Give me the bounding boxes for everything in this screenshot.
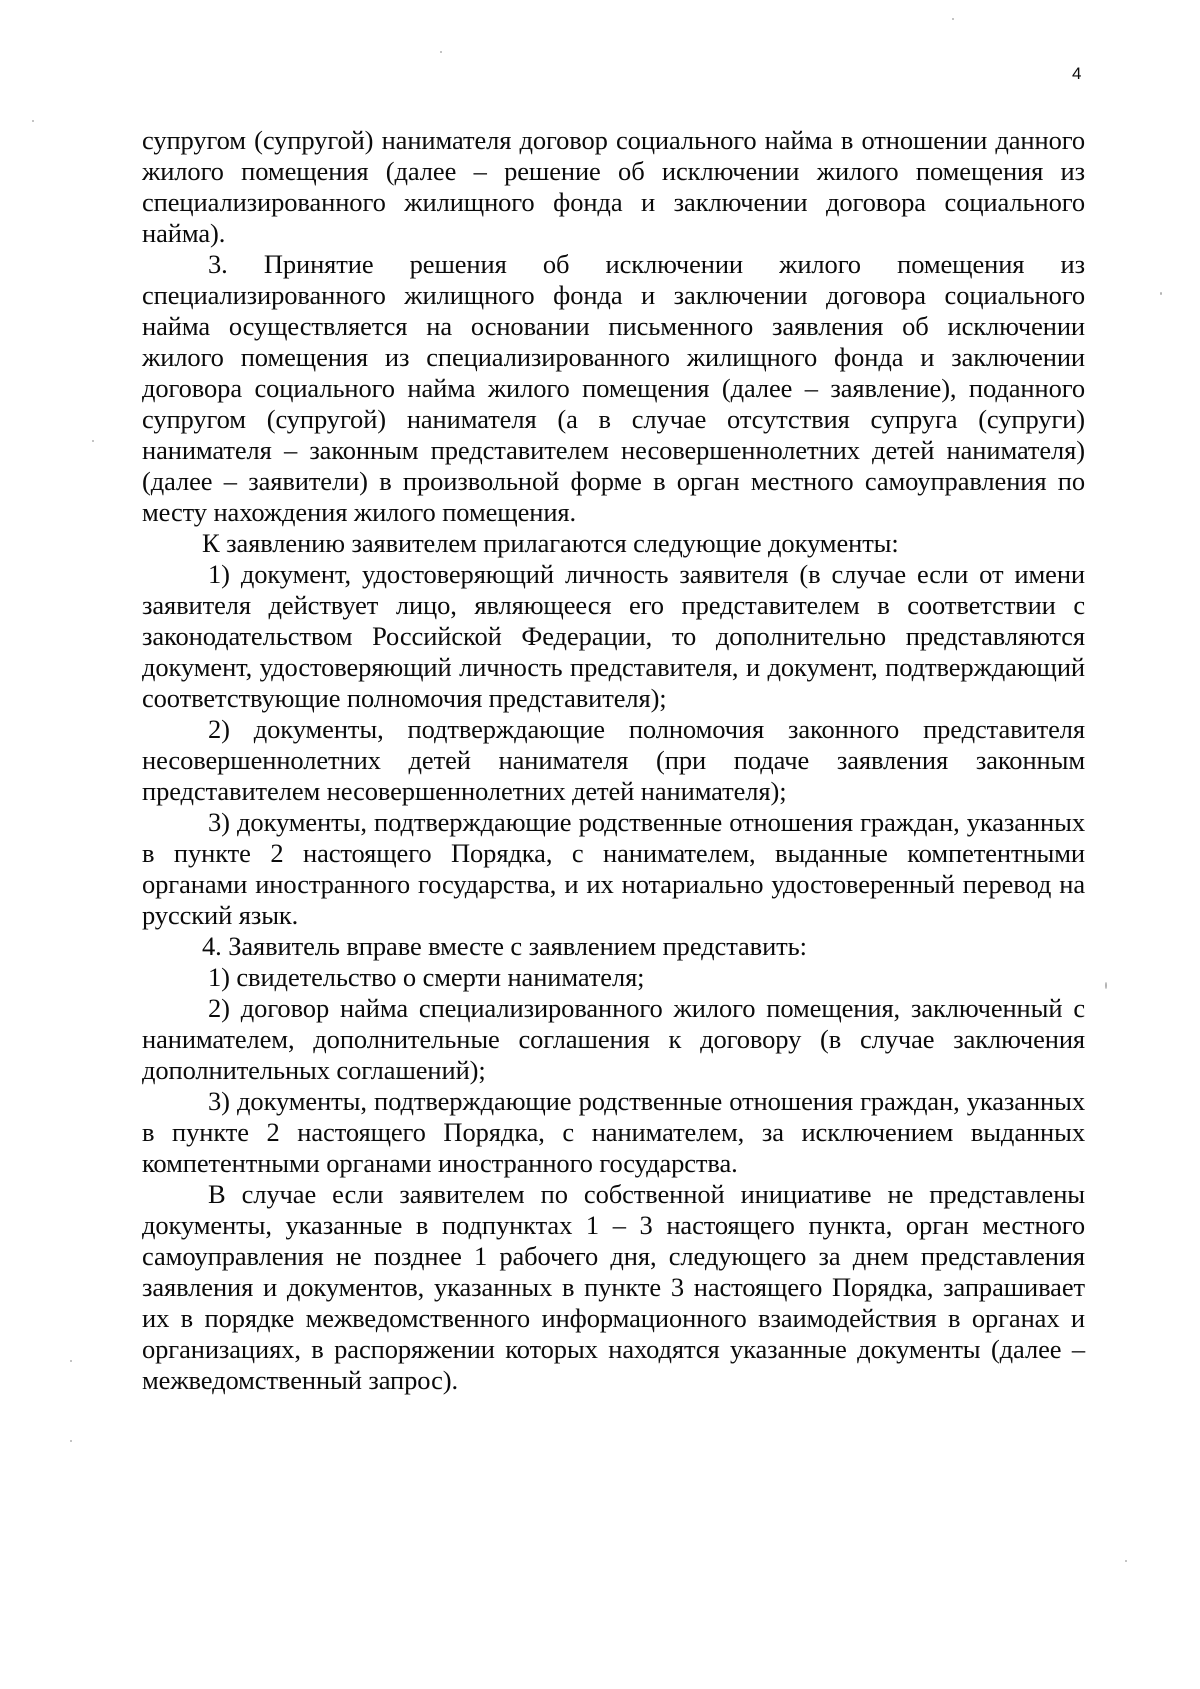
paragraph-optional-1: 1) свидетельство о смерти нанимателя; [208,962,645,992]
paragraph-attachment-3: 3) документы, подтверждающие родственные отношения граждан, указанных в пункте 2 настоящего Порядка, с нанимателем, выданные компетентными органами иностранного государства, и их нотариально удостоверенный перевод на русский язык. [142,807,1085,930]
paragraph-interagency-request: В случае если заявителем по собственной инициативе не представлены документы, указанные в подпунктах 1 – 3 настоящего пункта, орган местного самоуправления не позднее 1 рабочего дня, следующего за днем представления заявления и документов, указанных в пункте 3 настоящего Порядка, запрашивает их в порядке межведомственного информационного взаимодействия в органах и организациях, в распоряжении которых находятся указанные документы (далее – межведомственный запрос). [142,1179,1085,1395]
scan-speck [1105,982,1107,989]
scan-speck [70,1440,72,1442]
page-number: 4 [1072,64,1082,83]
scan-speck [92,440,94,442]
scan-speck [1125,1560,1127,1562]
scan-speck [70,1360,72,1362]
scan-speck [32,120,34,122]
paragraph-continuation: супругом (супругой) нанимателя договор социального найма в отношении данного жилого помещения (далее – решение об исключении жилого помещения из специализированного жилищного фонда и заключении договора социального найма). [142,125,1085,248]
paragraph-optional-3: 3) документы, подтверждающие родственные отношения граждан, указанных в пункте 2 настоящего Порядка, с нанимателем, за исключением выданных компетентными органами иностранного государства. [142,1086,1085,1178]
paragraph-attachments-intro: К заявлению заявителем прилагаются следующие документы: [202,528,899,558]
scan-speck [1160,292,1162,295]
scan-speck [952,18,954,20]
paragraph-item-3: 3. Принятие решения об исключении жилого помещения из специализированного жилищного фонда и заключении договора социального найма осуществляется на основании письменного заявления об исключении жилого помещения из специализированного жилищного фонда и заключении договора социального найма жилого помещения (далее – заявление), поданного супругом (супругой) нанимателя (а в случае отсутствия супруга (супруги) нанимателя – законным представителем несовершеннолетних детей нанимателя) (далее – заявители) в произвольной форме в орган местного самоуправления по месту нахождения жилого помещения. [142,249,1085,527]
paragraph-optional-2: 2) договор найма специализированного жилого помещения, заключенный с нанимателем, дополнительные соглашения к договору (в случае заключения дополнительных соглашений); [142,993,1085,1085]
paragraph-attachment-1: 1) документ, удостоверяющий личность заявителя (в случае если от имени заявителя действует лицо, являющееся его представителем в соответствии с законодательством Российской Федерации, то дополнительно представляются документ, удостоверяющий личность представителя, и документ, подтверждающий соответствующие полномочия представителя); [142,559,1085,713]
paragraph-item-4: 4. Заявитель вправе вместе с заявлением представить: [202,931,807,961]
scan-speck [440,51,442,53]
document-body [142,125,1085,1396]
paragraph-attachment-2: 2) документы, подтверждающие полномочия законного представителя несовершеннолетних детей нанимателя (при подаче заявления законным представителем несовершеннолетних детей нанимателя); [142,714,1085,806]
